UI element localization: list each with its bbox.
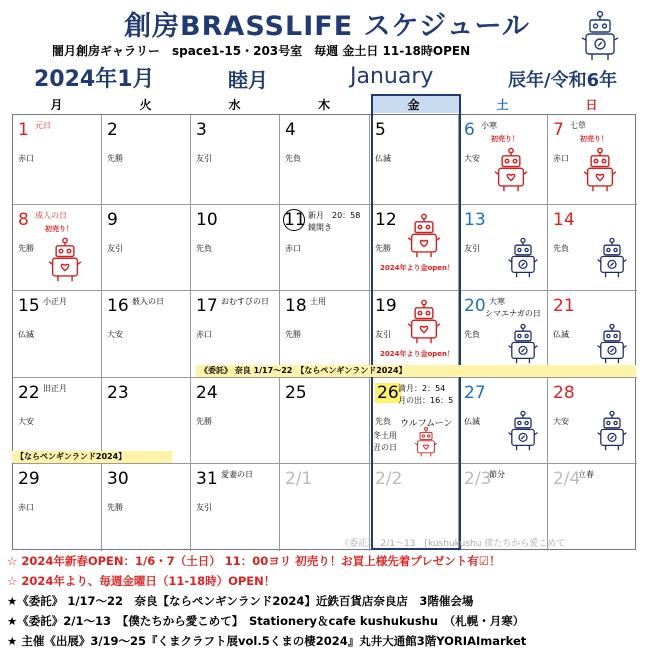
day-note: 節分 xyxy=(489,470,505,479)
hatsuuri-badge: 初売り！ xyxy=(45,225,73,233)
day-number: 20 xyxy=(464,296,486,316)
robot-mascot-icon xyxy=(507,410,539,456)
calendar-day-cell xyxy=(548,205,637,291)
day-note: 成人の日 xyxy=(35,211,67,220)
day-number: 9 xyxy=(107,210,118,230)
hatsuuri-badge: 初売り！ xyxy=(580,135,608,143)
calendar-day-cell xyxy=(548,378,637,464)
day-note-extra: 冬土用 xyxy=(373,431,397,440)
rokuyo-label: 先負 xyxy=(196,244,212,253)
day-number: 21 xyxy=(553,296,575,316)
rokuyo-label: 大安 xyxy=(553,417,569,426)
calendar-grid xyxy=(12,114,636,550)
rokuyo-label: 先勝 xyxy=(375,244,391,253)
day-number: 31 xyxy=(196,469,218,489)
day-note: 満月：2：54 xyxy=(398,384,446,393)
robot-mascot-icon xyxy=(582,147,618,197)
day-number: 28 xyxy=(553,383,575,403)
rokuyo-label: 赤口 xyxy=(285,244,301,253)
robot-mascot-icon xyxy=(47,237,83,287)
calendar-day-cell xyxy=(191,464,280,551)
friday-open-note: 2024年より金open！ xyxy=(380,264,455,272)
rokuyo-label: 先負 xyxy=(285,154,301,163)
day-note-extra: 丑の日 xyxy=(373,443,397,452)
day-number: 2 xyxy=(107,120,118,140)
robot-mascot-icon xyxy=(493,147,529,197)
day-note: 新月 20：58 xyxy=(308,211,361,220)
day-note: 旧正月 xyxy=(43,384,67,393)
calendar-day-cell xyxy=(13,205,102,291)
day-number: 29 xyxy=(18,469,40,489)
day-number: 12 xyxy=(375,210,397,230)
weekday-label: 火 xyxy=(139,98,152,112)
weekday-label: 土 xyxy=(496,98,509,112)
day-note: 土用 xyxy=(310,297,326,306)
calendar-day-cell xyxy=(13,115,102,205)
event-band-kushukushu: 《委託》 2/1～13 [kushukushu 僕たちから愛こめて xyxy=(340,539,566,549)
weekday-label: 日 xyxy=(585,98,598,112)
calendar-day-cell xyxy=(13,291,102,378)
weekday-label: 月 xyxy=(50,98,63,112)
robot-mascot-icon xyxy=(596,323,628,369)
friday-column-frame xyxy=(371,94,461,550)
announcement-item: ★《委託》 1/17～22 奈良【ならペンギンランド2024】近鉄百貨店奈良店 3階催会場 xyxy=(7,594,474,608)
day-number: 2/1 xyxy=(285,469,313,489)
rokuyo-label: 先勝 xyxy=(107,503,123,512)
announcement-item: ☆ 2024年より、毎週金曜日（11-18時）OPEN！ xyxy=(7,574,276,588)
weekday-label: 木 xyxy=(317,98,330,112)
rokuyo-label: 仏滅 xyxy=(18,330,34,339)
page-title: 創房BRASSLIFE スケジュール xyxy=(124,11,530,42)
day-number: 3 xyxy=(196,120,207,140)
calendar-day-cell xyxy=(102,291,191,378)
announcement-item: ★《委託》2/1～13 【僕たちから愛こめて】 Stationery＆cafe kushukushu （札幌・月寒） xyxy=(7,614,525,628)
rokuyo-label: 友引 xyxy=(375,330,391,339)
friday-open-note: 2024年より金open！ xyxy=(380,350,455,358)
day-note: 愛妻の日 xyxy=(221,470,253,479)
month-english: January xyxy=(350,64,434,89)
rokuyo-label: 先勝 xyxy=(285,330,301,339)
day-number: 8 xyxy=(18,210,29,230)
calendar-day-cell xyxy=(548,115,637,205)
calendar-day-cell xyxy=(191,378,280,464)
day-number: 26 xyxy=(377,383,399,403)
day-note: 元日 xyxy=(35,121,51,130)
rokuyo-label: 友引 xyxy=(196,503,212,512)
day-number: 17 xyxy=(196,296,218,316)
day-note: 薮入の日 xyxy=(132,297,164,306)
day-number: 15 xyxy=(18,296,40,316)
day-note: 七草 xyxy=(570,121,586,130)
calendar-day-cell xyxy=(102,464,191,551)
announcement-item: ☆ 2024年新春OPEN：1/6・7（土日） 11：00ヨリ 初売り！お買上様先着プレゼント有☑！ xyxy=(7,554,501,568)
rokuyo-label: 先勝 xyxy=(18,244,34,253)
calendar-day-cell xyxy=(13,464,102,551)
year-month: 2024年1月 xyxy=(34,67,155,92)
robot-mascot-icon xyxy=(507,323,539,369)
weekday-label: 水 xyxy=(228,98,241,112)
day-number: 2/3 xyxy=(464,469,492,489)
rokuyo-label: 友引 xyxy=(464,244,480,253)
day-note: 小正月 xyxy=(43,297,67,306)
day-number: 13 xyxy=(464,210,486,230)
moon-name: ウルフムーン xyxy=(400,419,453,429)
day-number: 19 xyxy=(375,296,397,316)
day-number: 23 xyxy=(107,383,129,403)
calendar-day-cell xyxy=(459,115,548,205)
day-note: 立春 xyxy=(578,470,594,479)
day-number: 4 xyxy=(285,120,296,140)
calendar-day-cell xyxy=(280,378,370,464)
day-number: 14 xyxy=(553,210,575,230)
rokuyo-label: 友引 xyxy=(196,154,212,163)
day-note: 大寒 xyxy=(489,297,505,306)
day-note-secondary: 月の出：16：5 xyxy=(398,396,454,405)
robot-logo-icon xyxy=(580,10,620,62)
day-number: 16 xyxy=(107,296,129,316)
event-band-nara: 《委託》 奈良 1/17～22 【ならペンギンランド2024】 xyxy=(196,365,636,377)
month-old-name: 睦月 xyxy=(228,68,268,92)
rokuyo-label: 赤口 xyxy=(18,154,34,163)
calendar-day-cell xyxy=(459,205,548,291)
rokuyo-label: 大安 xyxy=(107,330,123,339)
day-number: 24 xyxy=(196,383,218,403)
rokuyo-label: 先負 xyxy=(553,244,569,253)
rokuyo-label: 仏滅 xyxy=(464,417,480,426)
rokuyo-label: 赤口 xyxy=(196,330,212,339)
event-band-nara-cont: 【ならペンギンランド2024】 xyxy=(12,451,172,463)
rokuyo-label: 大安 xyxy=(18,417,34,426)
rokuyo-label: 赤口 xyxy=(553,154,569,163)
weekday-label: 金 xyxy=(407,98,420,112)
day-number: 25 xyxy=(285,383,307,403)
hatsuuri-badge: 初売り！ xyxy=(491,135,519,143)
gallery-subtitle: 闇月創房ギャラリー space1-15・203号室 毎週 金土日 11-18時OPEN xyxy=(52,44,471,58)
day-number: 30 xyxy=(107,469,129,489)
day-note: 小寒 xyxy=(481,121,497,130)
calendar-day-cell xyxy=(191,115,280,205)
day-number: 2/2 xyxy=(375,469,403,489)
rokuyo-label: 赤口 xyxy=(18,503,34,512)
rokuyo-label: 先勝 xyxy=(107,154,123,163)
day-note-secondary: 鏡開き xyxy=(308,223,332,232)
rokuyo-label: 友引 xyxy=(107,244,123,253)
day-number: 6 xyxy=(464,120,475,140)
era-label: 辰年/令和6年 xyxy=(508,70,618,91)
robot-mascot-icon xyxy=(507,237,539,283)
day-number: 22 xyxy=(18,383,40,403)
calendar-day-cell xyxy=(102,115,191,205)
calendar-day-cell xyxy=(102,205,191,291)
day-number: 7 xyxy=(553,120,564,140)
day-number: 10 xyxy=(196,210,218,230)
day-note-secondary: シマエナガの日 xyxy=(485,309,541,318)
calendar-day-cell xyxy=(191,205,280,291)
rokuyo-label: 先勝 xyxy=(196,417,212,426)
day-note: おむすびの日 xyxy=(221,297,269,306)
day-number: 18 xyxy=(285,296,307,316)
rokuyo-label: 先負 xyxy=(464,330,480,339)
rokuyo-label: 仏滅 xyxy=(553,330,569,339)
day-number: 1 xyxy=(18,120,29,140)
rokuyo-label: 仏滅 xyxy=(375,154,391,163)
robot-mascot-icon xyxy=(596,410,628,456)
announcement-item: ★ 主催《出展》3/19～25『くまクラフト展vol.5くまの棲2024』丸井大通館3階YORIAImarket xyxy=(7,634,527,648)
calendar-day-cell xyxy=(280,115,370,205)
rokuyo-label: 先負 xyxy=(375,417,391,426)
calendar-day-cell xyxy=(280,205,370,291)
day-number: 11 xyxy=(284,210,306,230)
day-number: 2/4 xyxy=(553,469,581,489)
calendar-day-cell xyxy=(459,378,548,464)
rokuyo-label: 大安 xyxy=(464,154,480,163)
robot-mascot-icon xyxy=(596,237,628,283)
day-number: 27 xyxy=(464,383,486,403)
day-number: 5 xyxy=(375,120,386,140)
